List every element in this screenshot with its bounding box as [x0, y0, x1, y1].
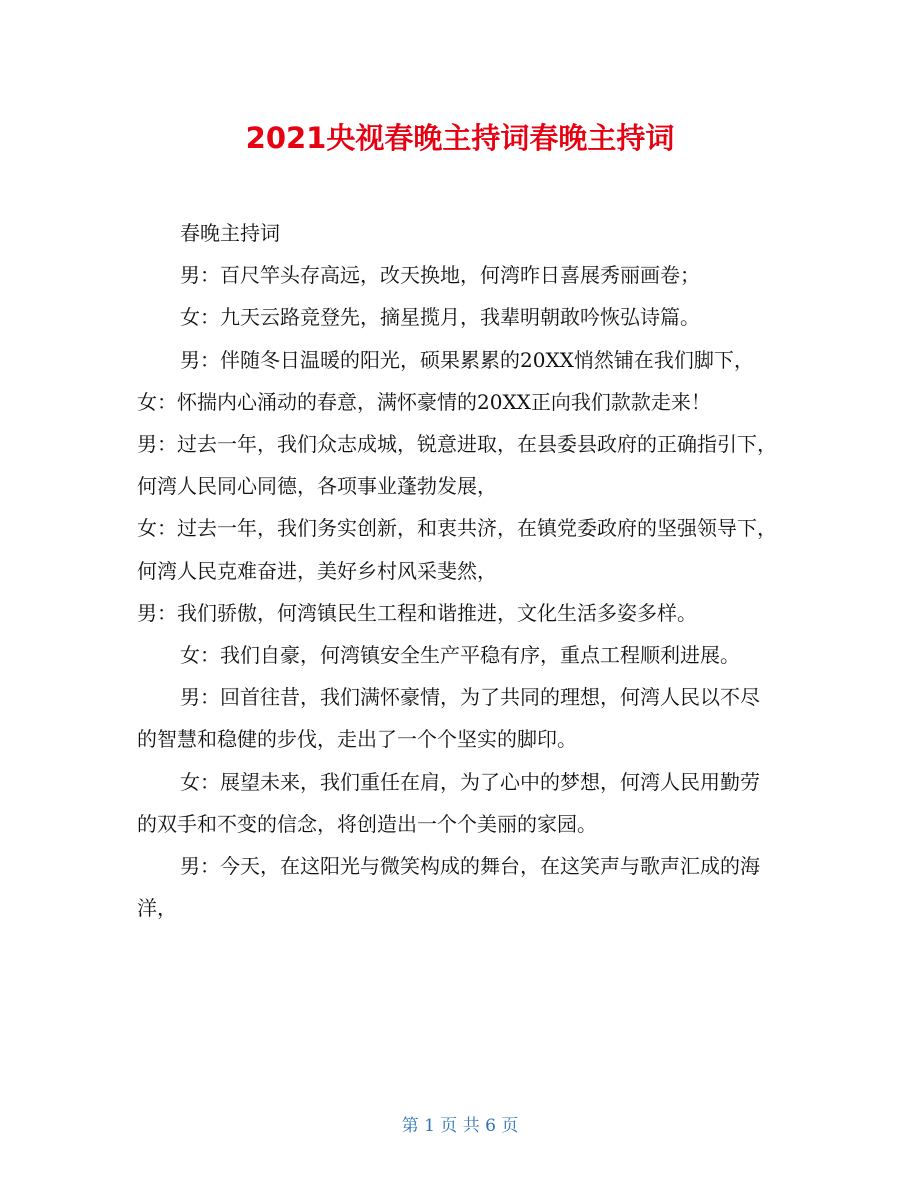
paragraph: 女：过去一年，我们务实创新，和衷共济，在镇党委政府的坚强领导下，何湾人民克难奋进，美好乡村风采斐然， — [137, 516, 777, 583]
paragraph: 男：回首往昔，我们满怀豪情，为了共同的理想，何湾人民以不尽的智慧和稳健的步伐，走出了一个个坚实的脚印。 — [137, 685, 760, 752]
page-indicator: 第 1 页 共 6 页 — [401, 1116, 519, 1136]
document-title: 2021央视春晚主持词春晚主持词 — [245, 121, 675, 155]
document-body — [137, 212, 777, 929]
paragraph: 男：伴随冬日温暖的阳光，硕果累累的20XX悄然铺在我们脚下， — [180, 347, 754, 372]
paragraph: 女：怀揣内心涌动的春意，满怀豪情的20XX正向我们款款走来！ — [137, 389, 711, 414]
paragraph: 女：九天云路竞登先，摘星揽月，我辈明朝敢吟恢弘诗篇。 — [180, 305, 700, 330]
paragraph: 男：百尺竿头存高远，改天换地，何湾昨日喜展秀丽画卷； — [180, 263, 700, 288]
paragraph: 男：我们骄傲，何湾镇民生工程和谐推进，文化生活多姿多样。 — [137, 600, 697, 625]
paragraph: 男：今天，在这阳光与微笑构成的舞台，在这笑声与歌声汇成的海洋， — [137, 854, 760, 921]
paragraph: 女：展望未来，我们重任在肩，为了心中的梦想，何湾人民用勤劳的双手和不变的信念，将创造出一个个美丽的家园。 — [137, 769, 760, 836]
paragraph: 春晚主持词 — [180, 221, 280, 245]
paragraph: 男：过去一年，我们众志成城，锐意进取，在县委县政府的正确指引下，何湾人民同心同德，各项事业蓬勃发展， — [137, 432, 777, 499]
paragraph: 女：我们自豪，何湾镇安全生产平稳有序，重点工程顺利进展。 — [180, 643, 740, 668]
